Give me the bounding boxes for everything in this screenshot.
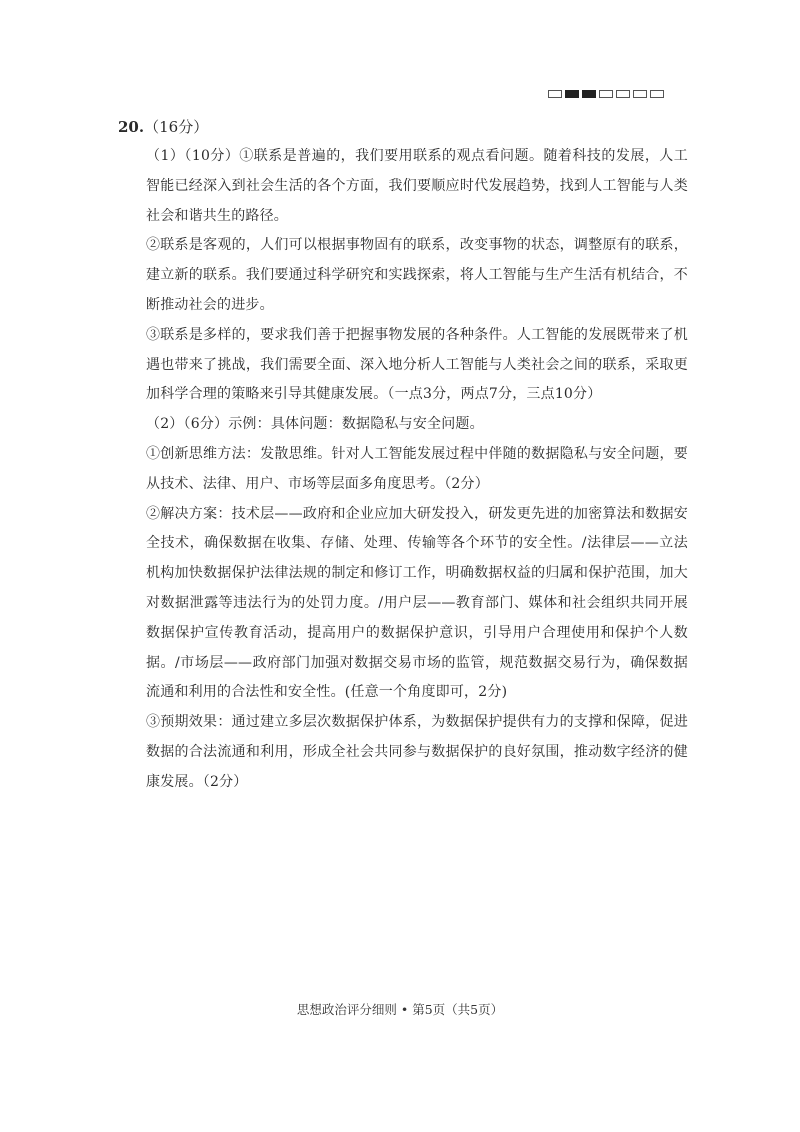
progress-mark (616, 90, 630, 98)
question-number: 20. (118, 118, 145, 136)
question-score: （16分） (144, 118, 209, 136)
question-heading (118, 112, 688, 142)
progress-mark (565, 90, 579, 98)
part2-point2: ②解决方案：技术层——政府和企业应加大研发投入，研发更先进的加密算法和数据安全技术，确保数据在收集、存储、处理、传输等各个环节的安全性。/法律层——立法机构加快数据保护法律法规的制定和修订工作，明确数据权益的归属和保护范围，加大对数据泄露等违法行为的处罚力度。/用户层——教育部门、媒体和社会组织共同开展数据保护宣传教育活动，提高用户的数据保护意识，引导用户合理使用和保护个人数据。/市场层——政府部门加强对数据交易市场的监管，规范数据交易行为，确保数据流通和利用的合法性和安全性。(任意一个角度即可，2分) (146, 505, 688, 701)
page-footer: 思想政治评分细则 • 第5页（共5页） (296, 1002, 504, 1017)
progress-mark (599, 90, 613, 98)
part1-point1: （1）（10分）①联系是普遍的，我们要用联系的观点看问题。随着科技的发展，人工智能已经深入到社会生活的各个方面，我们要顺应时代发展趋势，找到人工智能与人类社会和谐共生的路径。 (146, 148, 688, 224)
part2-intro: （2）（6分）示例：具体问题：数据隐私与安全问题。 (146, 416, 484, 433)
page-progress-marks (548, 90, 664, 98)
part2-point3: ③预期效果：通过建立多层次数据保护体系，为数据保护提供有力的支撑和保障，促进数据的合法流通和利用，形成全社会共同参与数据保护的良好氛围，推动数字经济的健康发展。（2分） (146, 714, 688, 790)
part1-point2: ②联系是客观的，人们可以根据事物固有的联系，改变事物的状态，调整原有的联系，建立新的联系。我们要通过科学研究和实践探索，将人工智能与生产生活有机结合，不断推动社会的进步。 (146, 237, 688, 313)
progress-mark (650, 90, 664, 98)
answer-content (118, 112, 688, 798)
progress-mark (633, 90, 647, 98)
progress-mark (582, 90, 596, 98)
progress-mark (548, 90, 562, 98)
part1-point3: ③联系是多样的，要求我们善于把握事物发展的各种条件。人工智能的发展既带来了机遇也带来了挑战，我们需要全面、深入地分析人工智能与人类社会之间的联系，采取更加科学合理的策略来引导其健康发展。（一点3分，两点7分，三点10分） (146, 326, 688, 403)
part2-point1: ①创新思维方法：发散思维。针对人工智能发展过程中伴随的数据隐私与安全问题，要从技术、法律、用户、市场等层面多角度思考。（2分） (146, 445, 688, 492)
